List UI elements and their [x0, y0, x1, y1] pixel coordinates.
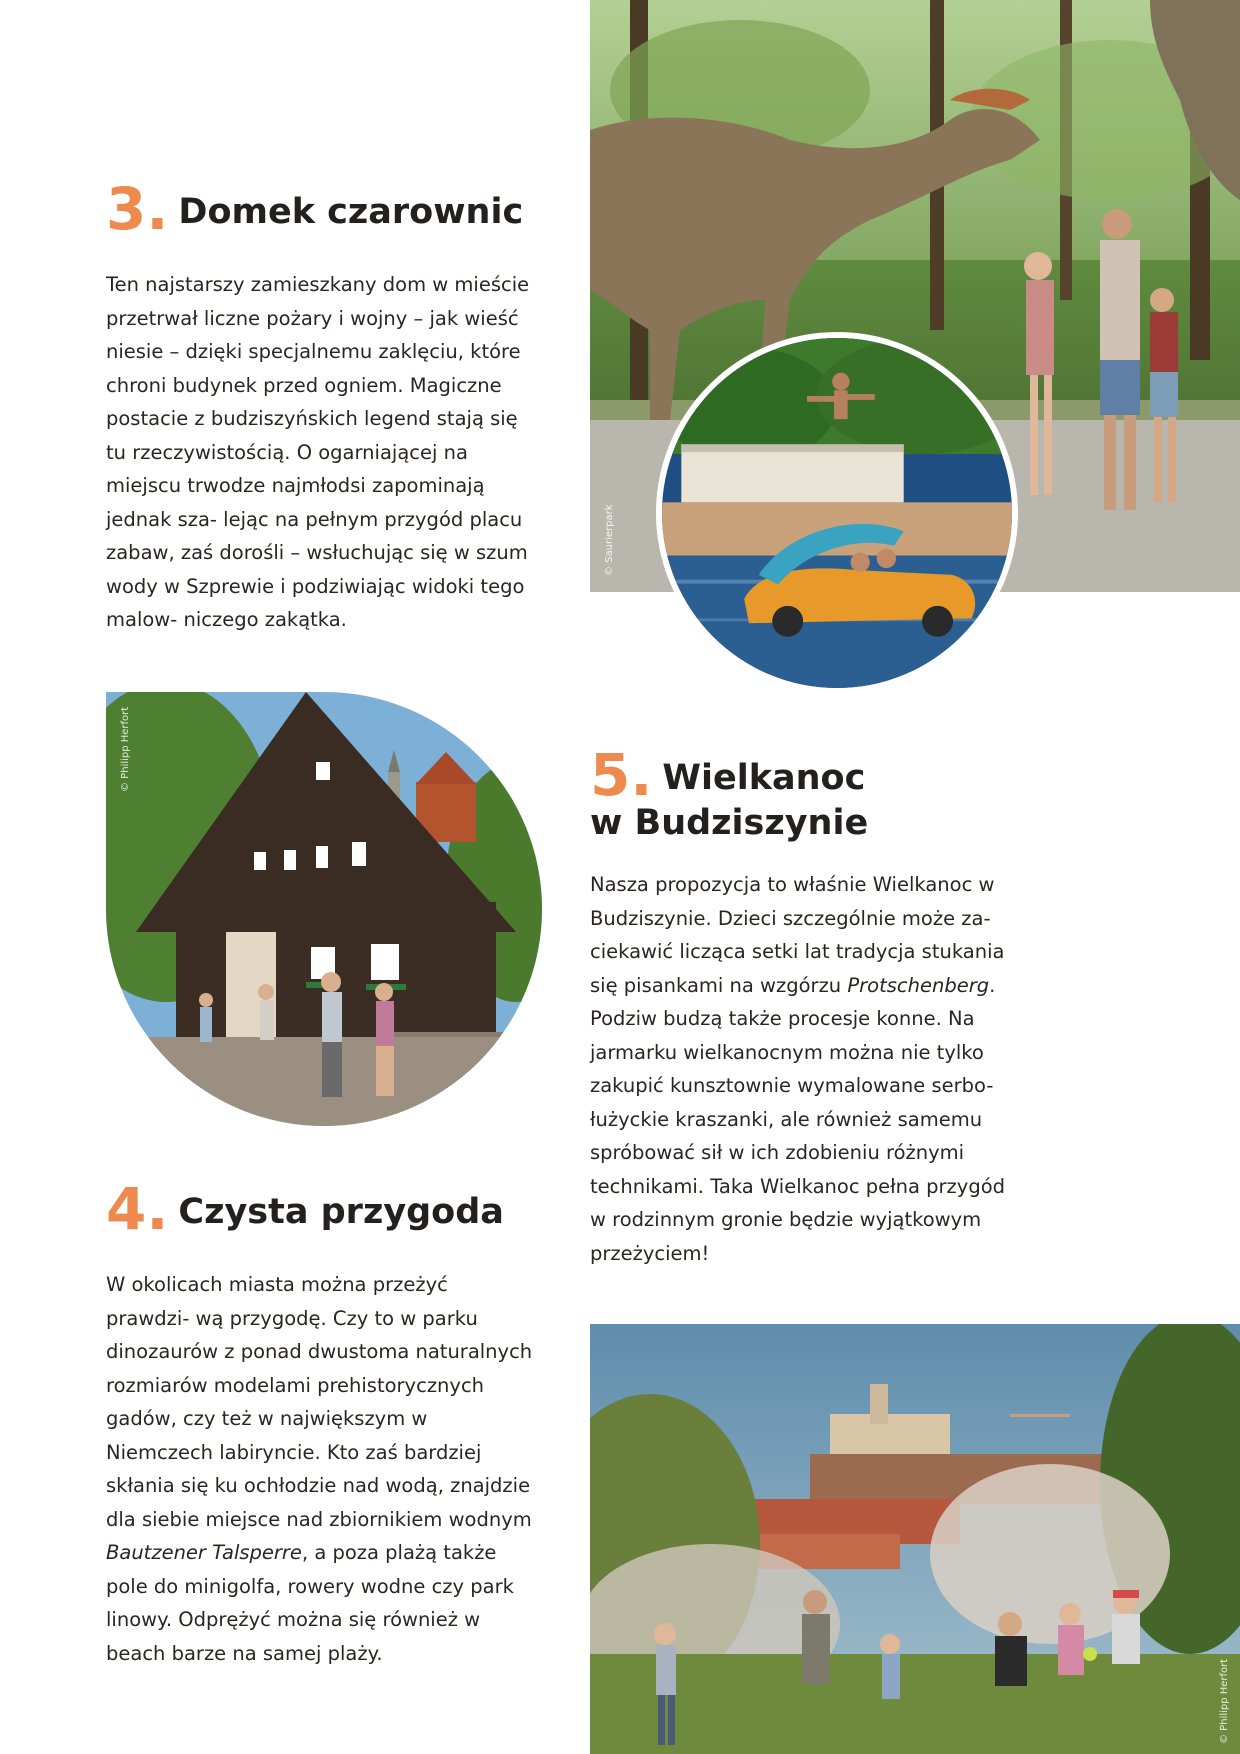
photo-credit-dino: © Saurierpark	[604, 504, 615, 576]
section-4-title: Czysta przygoda	[178, 1192, 504, 1232]
witch-house-photo	[106, 692, 542, 1126]
section-5-heading	[590, 741, 869, 843]
section-5-title-line-1: Wielkanoc	[662, 758, 866, 798]
photo-credit-house: © Philipp Herfort	[120, 706, 131, 792]
section-4-italic-place: Bautzener Talsperre	[106, 1541, 302, 1564]
section-4-text-part-2: , a poza plażą także pole do minigolfa, rowery wodne czy park linowy. Odprężyć można się również w beach barze na samej plaży.	[106, 1541, 514, 1665]
photo-credit-lake: © Philipp Herfort	[1001, 594, 1012, 680]
section-3-title: Domek czarownic	[178, 192, 524, 232]
section-3-number: 3.	[106, 175, 169, 243]
section-3-paragraph: Ten najstarszy zamieszkany dom w mieście przetrwał liczne pożary i wojny – jak wieść niesie – dzięki specjalnemu zaklęciu, które chroni budynek przed ogniem. Magiczne postacie z budziszyńskich legend stają się tu rzeczywistością. O ogarniającej na miejscu trwodze najmłodsi zapominają jednak sza- lejąc na pełnym przygód placu zabaw, zaś dorośli – wsłuchując się w szum wody w Szprewie i podziwiając widoki tego malow- niczego zakątka.	[106, 273, 530, 631]
section-5-text-part-2: . Podziw budzą także procesje konne. Na jarmarku wielkanocnym można nie tylko zakupić kunsztownie wymalowane serbo- łużyckie kraszanki, ale również samemu spróbować sił w ich zdobieniu różnymi technikami. Taka Wielkanoc pełna przygód w rodzinnym gronie będzie wyjątkowym przeżyciem!	[590, 973, 1006, 1265]
photo-credit-town: © Philipp Herfort	[1219, 1658, 1230, 1744]
section-4-number: 4.	[106, 1175, 169, 1243]
section-4-paragraph	[106, 1268, 536, 1670]
lake-pedal-boat-photo	[656, 332, 1018, 694]
section-5-paragraph	[590, 868, 1020, 1270]
section-4-text-part-1: W okolicach miasta można przeżyć prawdzi- wą przygodę. Czy to w parku dinozaurów z ponad dwustoma naturalnych rozmiarów modelami prehistorycznych gadów, czy też w największym w Niemczech labiryncie. Kto zaś bardziej skłania się ku ochłodzie nad wodą, znajdzie dla siebie miejsce nad zbiornikiem wodnym	[106, 1273, 533, 1531]
section-5-italic-place: Protschenberg	[847, 973, 990, 997]
town-easter-photo	[590, 1324, 1240, 1754]
section-3-heading	[106, 175, 524, 243]
section-5-text-part-1: Nasza propozycja to właśnie Wielkanoc w Budziszynie. Dzieci szczególnie może za- ciekawić licząca setki lat tradycja stukania się pisankami na wzgórzu	[590, 873, 1005, 997]
section-4-heading	[106, 1175, 504, 1243]
section-5-number: 5.	[590, 741, 653, 809]
section-5-title-line-2: w Budziszynie	[590, 803, 869, 843]
